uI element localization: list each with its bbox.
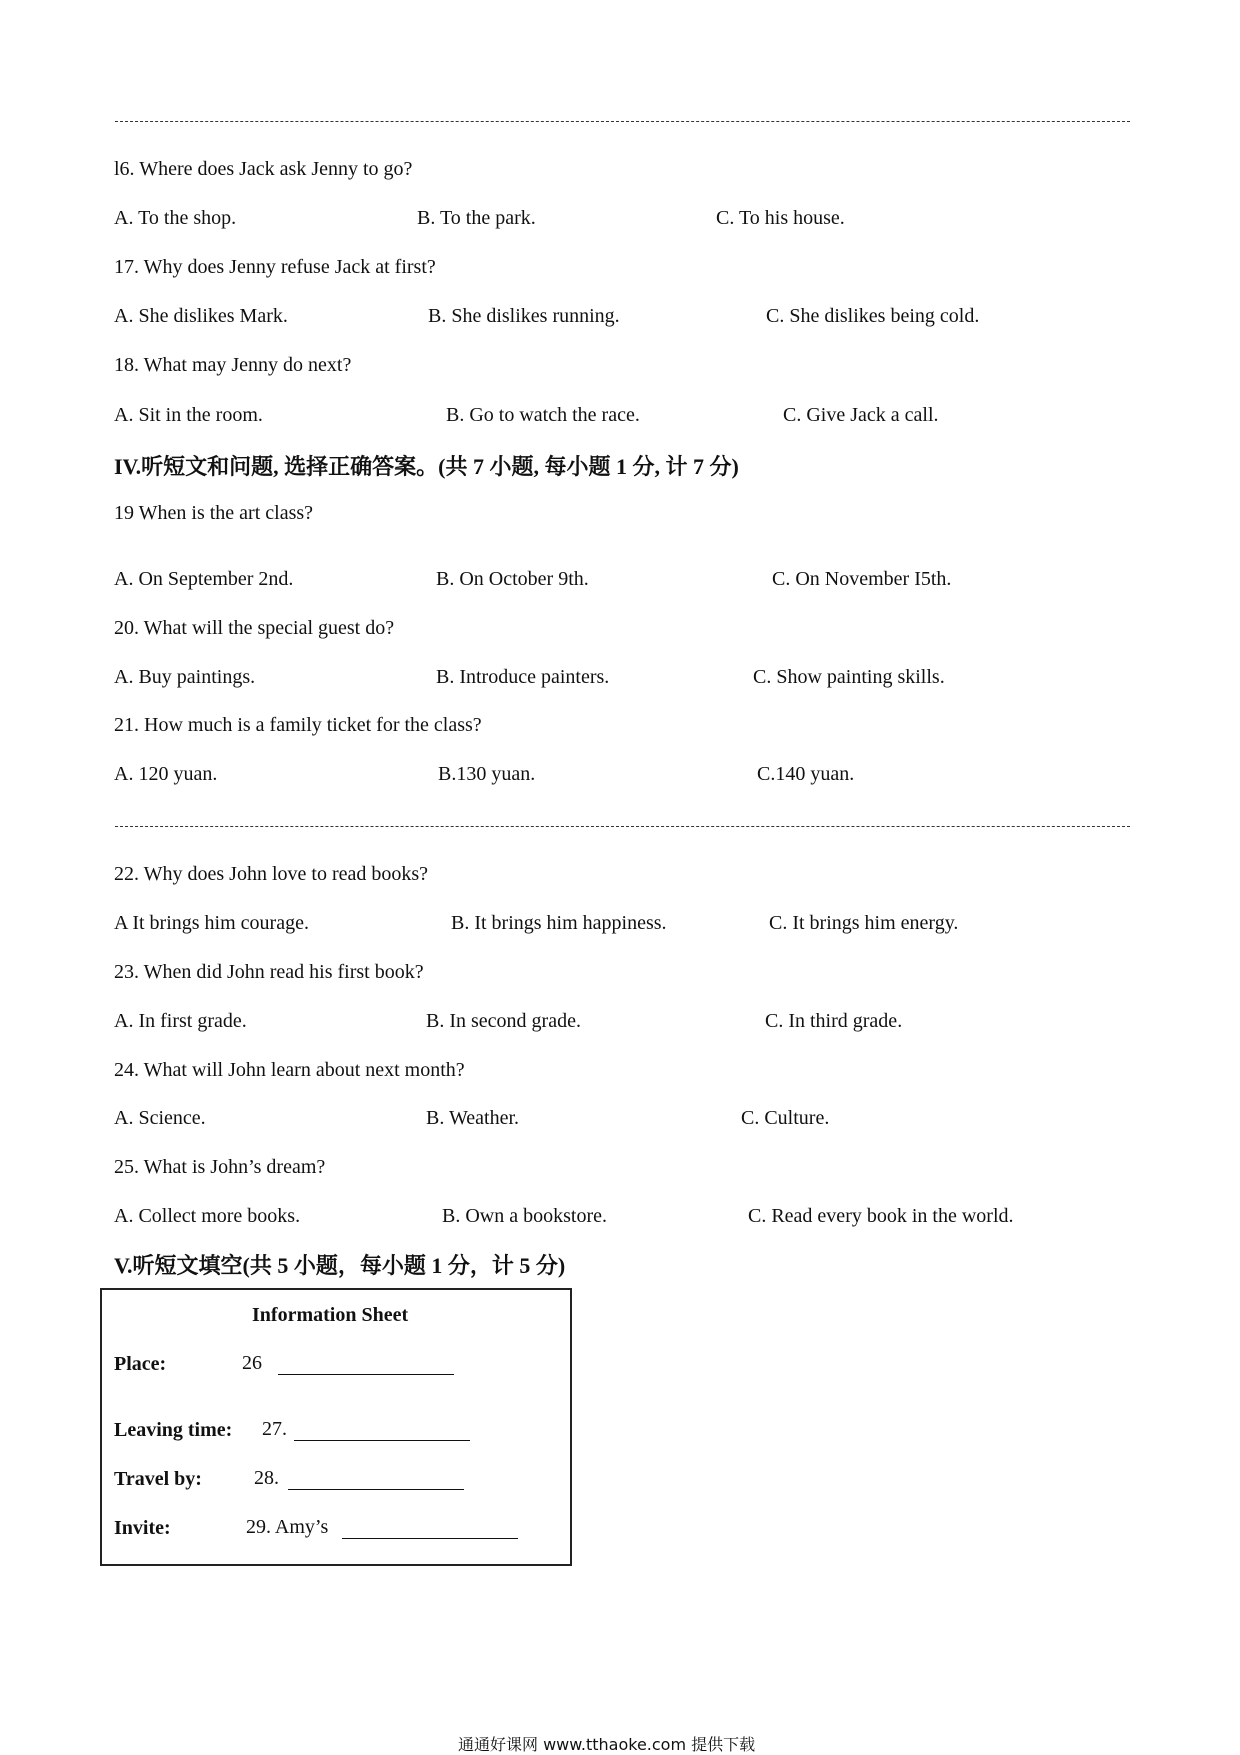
option-17-b[interactable]: B. She dislikes running. xyxy=(428,305,620,327)
option-16-c[interactable]: C. To his house. xyxy=(716,207,845,229)
option-22-b[interactable]: B. It brings him happiness. xyxy=(451,912,667,934)
sheet-blank-29[interactable] xyxy=(342,1520,518,1539)
section-separator-middle xyxy=(115,826,1130,827)
option-19-a[interactable]: A. On September 2nd. xyxy=(114,568,294,590)
option-18-b[interactable]: B. Go to watch the race. xyxy=(446,404,640,426)
option-18-a[interactable]: A. Sit in the room. xyxy=(114,404,263,426)
option-20-a[interactable]: A. Buy paintings. xyxy=(114,666,256,688)
footer-source: 通通好课网 www.tthaoke.com 提供下载 xyxy=(458,1735,756,1754)
sheet-label-place: Place: xyxy=(114,1353,167,1375)
option-18-c[interactable]: C. Give Jack a call. xyxy=(783,404,939,426)
option-21-c[interactable]: C.140 yuan. xyxy=(757,763,855,785)
sheet-number-29: 29. Amy’s xyxy=(246,1516,329,1538)
question-stem-21: 21. How much is a family ticket for the class? xyxy=(114,714,482,736)
information-sheet xyxy=(100,1288,572,1566)
sheet-number-26: 26 xyxy=(242,1352,262,1374)
option-23-a[interactable]: A. In first grade. xyxy=(114,1010,247,1032)
sheet-blank-28[interactable] xyxy=(288,1471,464,1490)
section-separator-top xyxy=(115,121,1130,122)
question-stem-16: l6. Where does Jack ask Jenny to go? xyxy=(114,158,413,180)
option-22-c[interactable]: C. It brings him energy. xyxy=(769,912,959,934)
option-25-b[interactable]: B. Own a bookstore. xyxy=(442,1205,607,1227)
sheet-label-travel-by: Travel by: xyxy=(114,1468,202,1490)
option-20-b[interactable]: B. Introduce painters. xyxy=(436,666,610,688)
sheet-number-27: 27. xyxy=(262,1418,287,1440)
question-stem-25: 25. What is John’s dream? xyxy=(114,1156,326,1178)
option-17-a[interactable]: A. She dislikes Mark. xyxy=(114,305,288,327)
option-17-c[interactable]: C. She dislikes being cold. xyxy=(766,305,980,327)
question-stem-23: 23. When did John read his first book? xyxy=(114,961,424,983)
option-23-b[interactable]: B. In second grade. xyxy=(426,1010,581,1032)
question-stem-17: 17. Why does Jenny refuse Jack at first? xyxy=(114,256,436,278)
option-21-b[interactable]: B.130 yuan. xyxy=(438,763,536,785)
option-19-c[interactable]: C. On November I5th. xyxy=(772,568,952,590)
question-stem-20: 20. What will the special guest do? xyxy=(114,617,395,639)
option-25-c[interactable]: C. Read every book in the world. xyxy=(748,1205,1014,1227)
question-stem-18: 18. What may Jenny do next? xyxy=(114,354,352,376)
information-sheet-title: Information Sheet xyxy=(252,1304,409,1326)
option-25-a[interactable]: A. Collect more books. xyxy=(114,1205,301,1227)
option-22-a[interactable]: A It brings him courage. xyxy=(114,912,309,934)
question-stem-19: 19 When is the art class? xyxy=(114,502,314,524)
sheet-label-invite: Invite: xyxy=(114,1517,171,1539)
option-23-c[interactable]: C. In third grade. xyxy=(765,1010,903,1032)
sheet-blank-26[interactable] xyxy=(278,1356,454,1375)
option-24-a[interactable]: A. Science. xyxy=(114,1107,206,1129)
option-24-b[interactable]: B. Weather. xyxy=(426,1107,519,1129)
section-heading-part5: V.听短文填空(共 5 小题，每小题 1 分，计 5 分) xyxy=(114,1253,566,1278)
sheet-blank-27[interactable] xyxy=(294,1422,470,1441)
option-16-b[interactable]: B. To the park. xyxy=(417,207,536,229)
option-20-c[interactable]: C. Show painting skills. xyxy=(753,666,945,688)
section-heading-part4: IV.听短文和问题, 选择正确答案。(共 7 小题, 每小题 1 分, 计 7 分) xyxy=(114,454,739,479)
sheet-label-leaving-time: Leaving time: xyxy=(114,1419,233,1441)
option-16-a[interactable]: A. To the shop. xyxy=(114,207,237,229)
option-24-c[interactable]: C. Culture. xyxy=(741,1107,830,1129)
question-stem-24: 24. What will John learn about next month? xyxy=(114,1059,465,1081)
sheet-number-28: 28. xyxy=(254,1467,279,1489)
question-stem-22: 22. Why does John love to read books? xyxy=(114,863,429,885)
option-21-a[interactable]: A. 120 yuan. xyxy=(114,763,218,785)
option-19-b[interactable]: B. On October 9th. xyxy=(436,568,589,590)
